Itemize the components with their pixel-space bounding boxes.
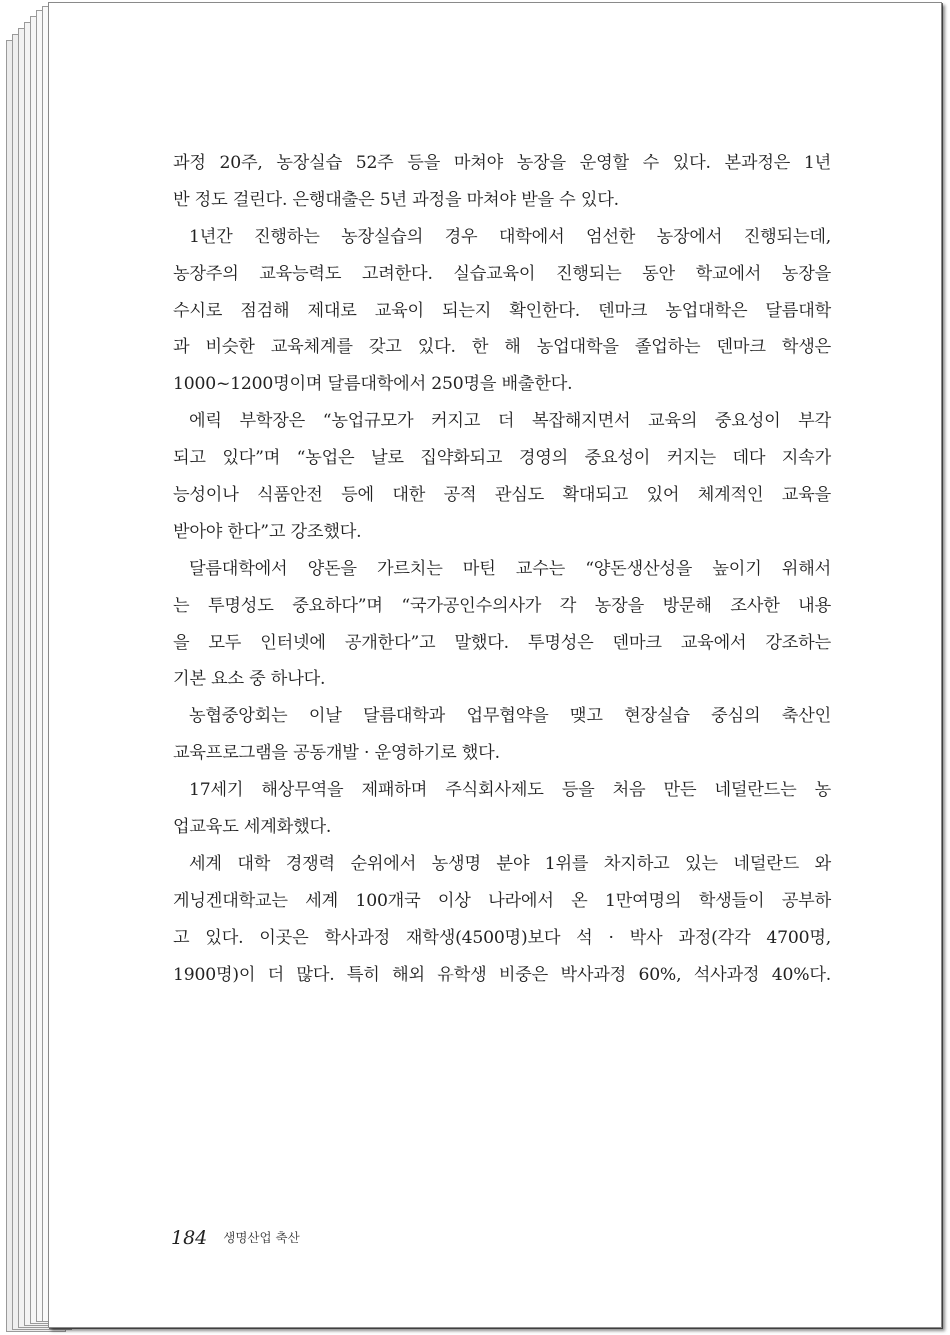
text-line: 게닝겐대학교는 세계 100개국 이상 나라에서 온 1만여명의 학생들이 공부하 (173, 890, 831, 911)
text-line: 반 정도 걸린다. 은행대출은 5년 과정을 마쳐야 받을 수 있다. (173, 189, 619, 210)
text-line: 과 비슷한 교육체계를 갖고 있다. 한 해 농업대학을 졸업하는 덴마크 학생은 (173, 337, 831, 358)
text-line: 받아야 한다”고 강조했다. (173, 521, 362, 542)
text-line: 1000~1200명이며 달름대학에서 250명을 배출한다. (173, 374, 573, 395)
page-footer (171, 1227, 300, 1249)
text-line: 1년간 진행하는 농장실습의 경우 대학에서 엄선한 농장에서 진행되는데, (189, 226, 831, 247)
text-line: 1900명)이 더 많다. 특히 해외 유학생 비중은 박사과정 60%, 석사과정 40%다. (173, 964, 831, 985)
text-line: 고 있다. 이곳은 학사과정 재학생(4500명)보다 석 · 박사 과정(각각 4700명, (173, 927, 831, 948)
running-title: 생명산업 축산 (223, 1230, 300, 1245)
text-line: 농협중앙회는 이날 달름대학과 업무협약을 맺고 현장실습 중심의 축산인 (189, 706, 831, 727)
text-line: 교육프로그램을 공동개발 · 운영하기로 했다. (173, 743, 500, 764)
text-line: 과정 20주, 농장실습 52주 등을 마쳐야 농장을 운영할 수 있다. 본과정은 1년 (173, 153, 831, 173)
text-line: 능성이나 식품안전 등에 대한 공적 관심도 확대되고 있어 체계적인 교육을 (173, 485, 831, 506)
book-page (48, 2, 942, 1328)
text-line: 기본 요소 중 하나다. (173, 669, 326, 690)
text-line: 농장주의 교육능력도 고려한다. 실습교육이 진행되는 동안 학교에서 농장을 (173, 263, 831, 284)
text-line: 을 모두 인터넷에 공개한다”고 말했다. 투명성은 덴마크 교육에서 강조하는 (173, 632, 831, 653)
body-text (173, 145, 831, 993)
text-line: 세계 대학 경쟁력 순위에서 농생명 분야 1위를 차지하고 있는 네덜란드 와 (189, 853, 831, 874)
text-line: 수시로 점검해 제대로 교육이 되는지 확인한다. 덴마크 농업대학은 달름대학 (173, 300, 831, 321)
text-line: 는 투명성도 중요하다”며 “국가공인수의사가 각 농장을 방문해 조사한 내용 (173, 595, 831, 616)
text-line: 달름대학에서 양돈을 가르치는 마틴 교수는 “양돈생산성을 높이기 위해서 (189, 558, 831, 579)
text-line: 업교육도 세계화했다. (173, 817, 332, 838)
text-line: 에릭 부학장은 “농업규모가 커지고 더 복잡해지면서 교육의 중요성이 부각 (189, 411, 831, 432)
text-line: 17세기 해상무역을 제패하며 주식회사제도 등을 처음 만든 네덜란드는 농 (189, 780, 831, 801)
page-number: 184 (171, 1227, 208, 1249)
text-line: 되고 있다”며 “농업은 날로 집약화되고 경영의 중요성이 커지는 데다 지속가 (173, 448, 831, 469)
